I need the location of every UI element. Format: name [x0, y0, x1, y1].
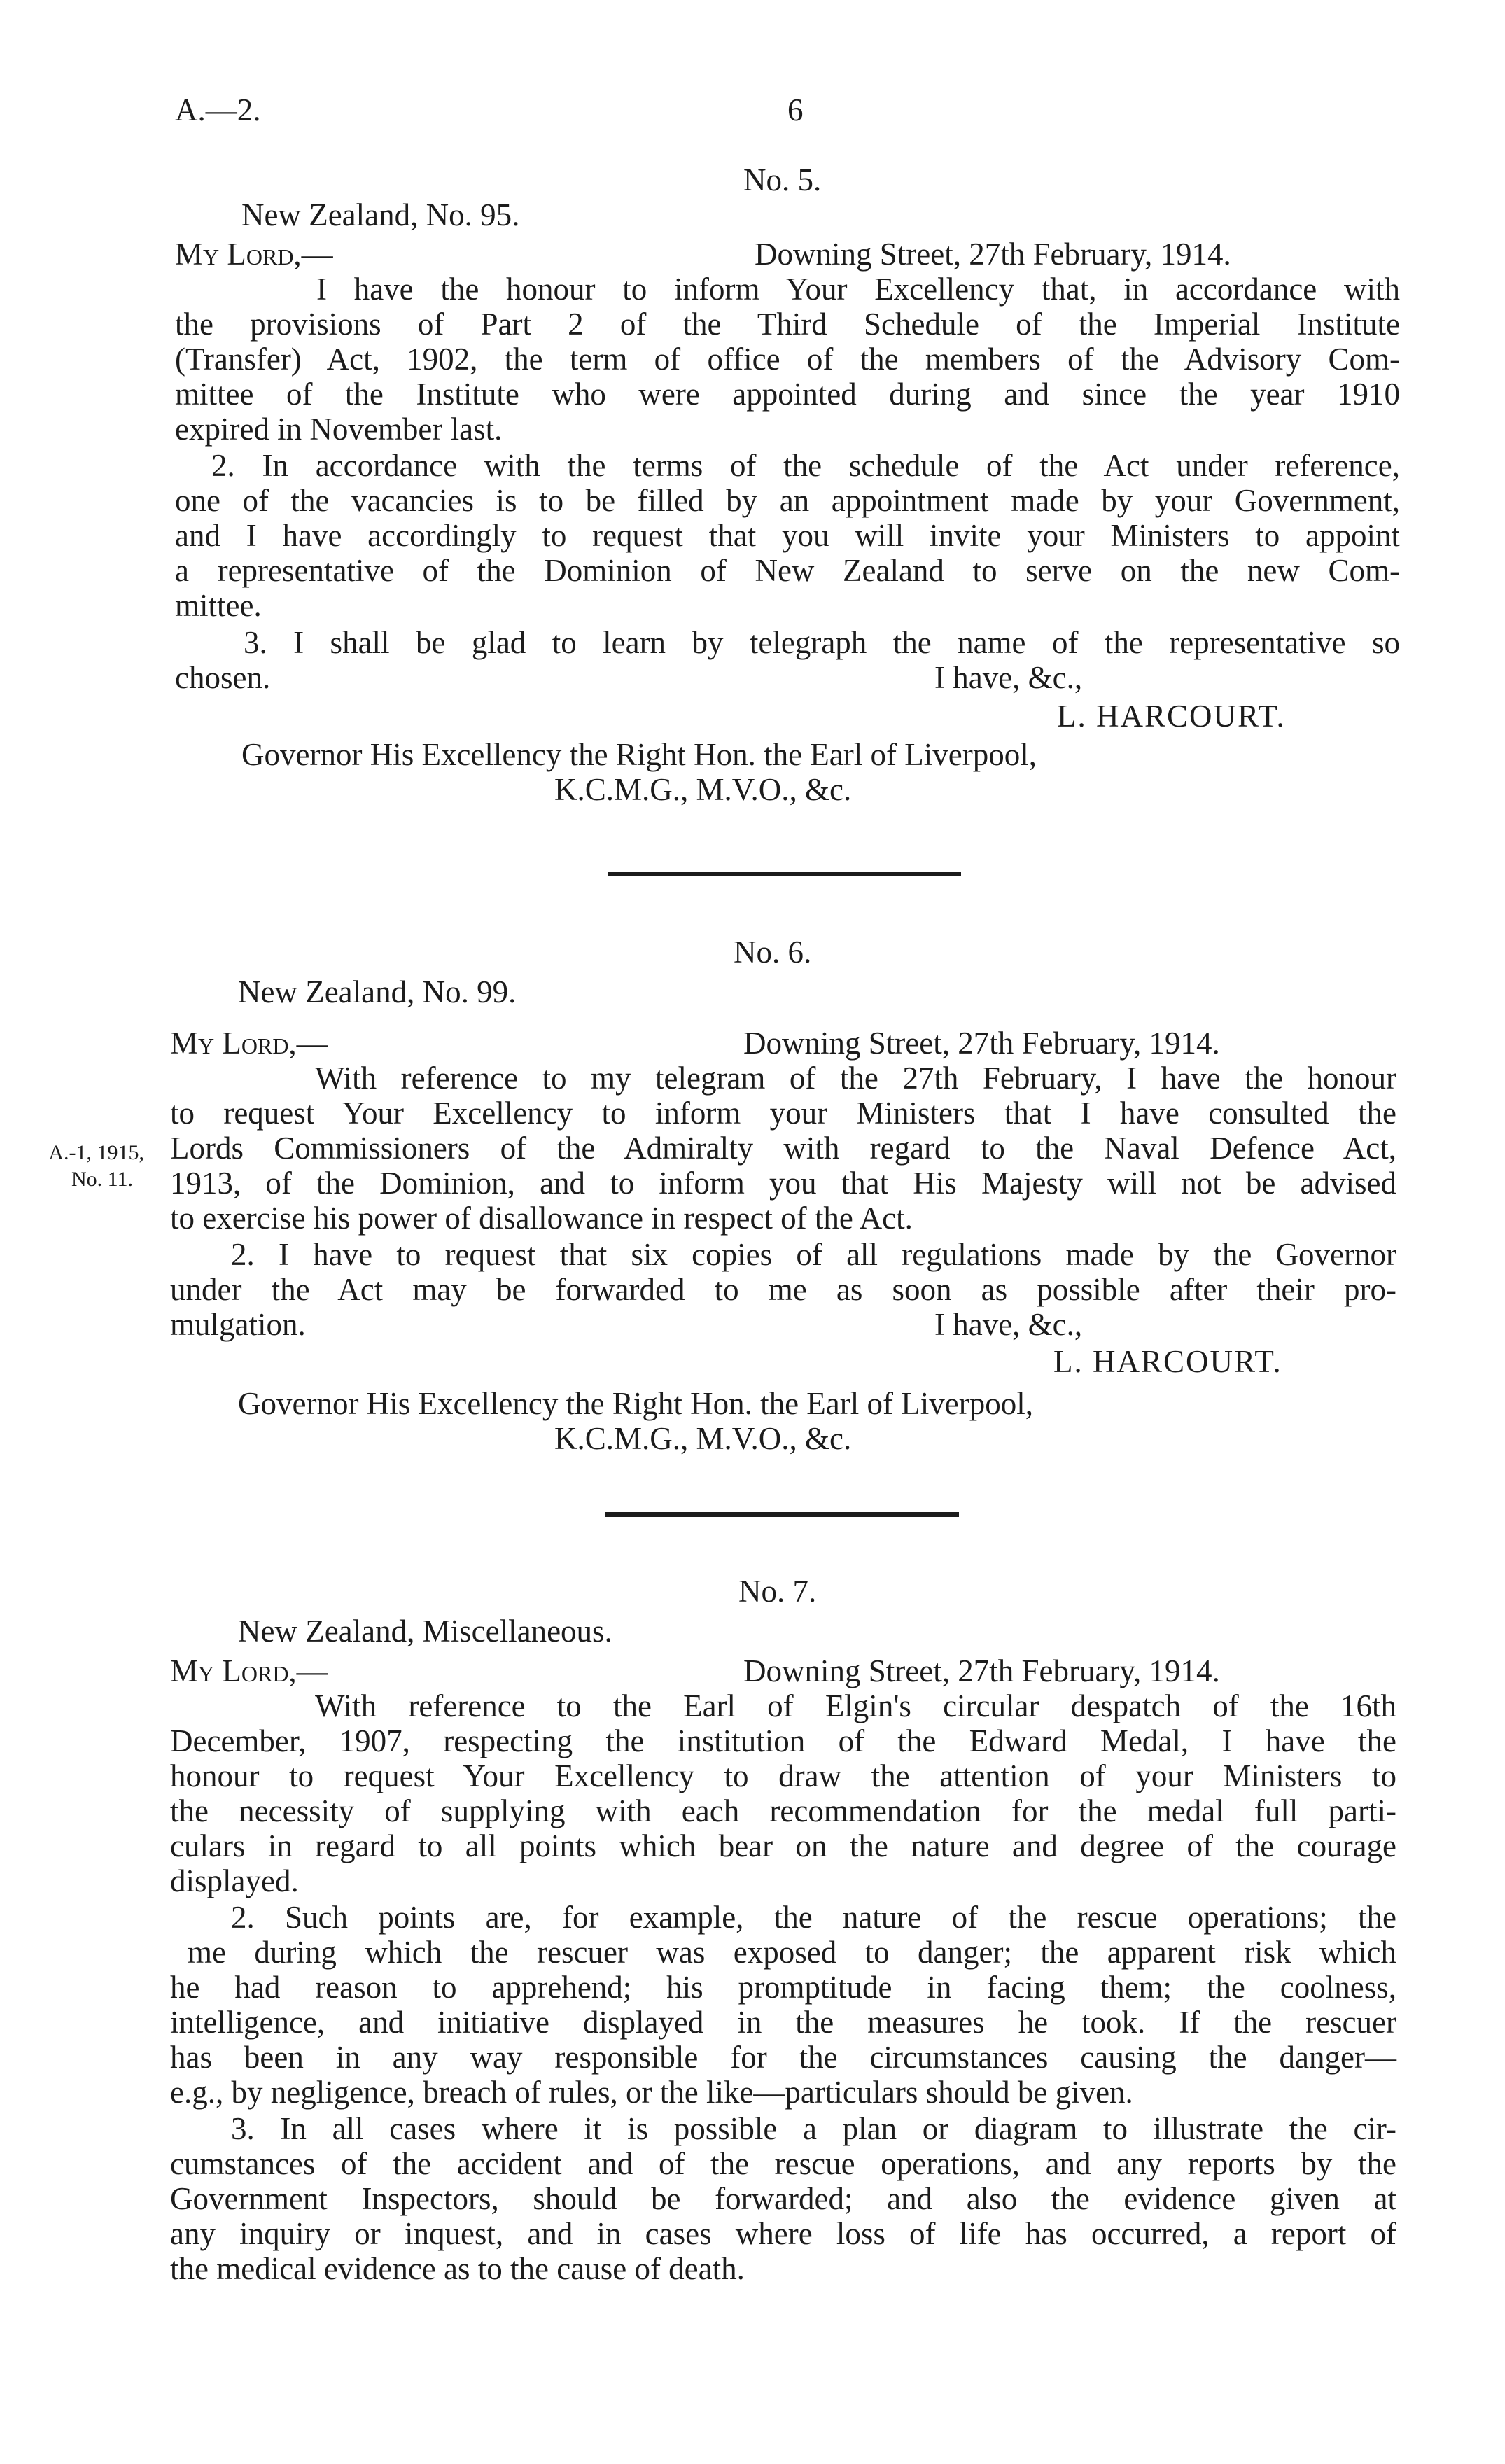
address-date: Downing Street, 27th February, 1914. [743, 1653, 1220, 1688]
closing: I have, &c., [934, 660, 1083, 695]
body-line: 1913, of the Dominion, and to inform you that His Majesty will not be advised [170, 1166, 1396, 1200]
letter-reference: New Zealand, Miscellaneous. [238, 1614, 612, 1648]
body-line: (Transfer) Act, 1902, the term of office of the members of the Advisory Com- [175, 342, 1400, 377]
body-line: chosen. [175, 660, 271, 695]
salutation: My Lord,— [175, 237, 333, 272]
body-line: mittee. [175, 588, 262, 623]
body-line: displayed. [170, 1863, 299, 1898]
body-line: to exercise his power of disallowance in respect of the Act. [170, 1200, 913, 1236]
body-line: December, 1907, respecting the institution of the Edward Medal, I have the [170, 1723, 1396, 1758]
page-number: 6 [788, 92, 804, 127]
signature: L. HARCOURT. [1057, 699, 1286, 734]
body-line: 2. Such points are, for example, the nature of the rescue operations; the [231, 1900, 1396, 1935]
signature: L. HARCOURT. [1054, 1344, 1282, 1379]
body-line: honour to request Your Excellency to draw the attention of your Ministers to [170, 1758, 1396, 1793]
salutation: My Lord,— [170, 1026, 328, 1060]
addressee-honours: K.C.M.G., M.V.O., &c. [554, 772, 852, 807]
body-line: has been in any way responsible for the circumstances causing the danger— [170, 2040, 1396, 2075]
body-line: mittee of the Institute who were appointed during and since the year 1910 [175, 377, 1400, 412]
addressee-honours: K.C.M.G., M.V.O., &c. [554, 1421, 852, 1456]
letter-number: No. 7. [738, 1574, 817, 1609]
body-line: Government Inspectors, should be forwarded; and also the evidence given at [170, 2181, 1396, 2216]
letter-number: No. 6. [734, 934, 812, 969]
body-line: the provisions of Part 2 of the Third Schedule of the Imperial Institute [175, 307, 1400, 342]
address-date: Downing Street, 27th February, 1914. [743, 1026, 1220, 1060]
body-line: under the Act may be forwarded to me as soon as possible after their pro- [170, 1272, 1396, 1307]
letter-reference: New Zealand, No. 99. [238, 974, 517, 1009]
body-line: a representative of the Dominion of New Zealand to serve on the new Com- [175, 553, 1400, 588]
section-divider [606, 1512, 959, 1517]
addressee: Governor His Excellency the Right Hon. the Earl of Liverpool, [238, 1386, 1033, 1421]
body-line: any inquiry or inquest, and in cases where loss of life has occurred, a report of [170, 2216, 1396, 2251]
header-reference: A.—2. [175, 92, 261, 127]
closing: I have, &c., [934, 1307, 1083, 1342]
section-divider [608, 872, 961, 876]
body-line: one of the vacancies is to be filled by an appointment made by your Government, [175, 483, 1400, 518]
body-line: to request Your Excellency to inform your Ministers that I have consulted the [170, 1096, 1396, 1130]
salutation: My Lord,— [170, 1653, 328, 1688]
body-line: 2. In accordance with the terms of the schedule of the Act under reference, [211, 448, 1400, 483]
address-date: Downing Street, 27th February, 1914. [755, 237, 1231, 272]
body-line: he had reason to apprehend; his promptitude in facing them; the coolness, [170, 1970, 1396, 2005]
letter-number: No. 5. [743, 162, 822, 197]
body-line: With reference to my telegram of the 27th February, I have the honour [315, 1060, 1396, 1096]
body-line: cumstances of the accident and of the rescue operations, and any reports by the [170, 2146, 1396, 2181]
letter-reference: New Zealand, No. 95. [241, 197, 520, 232]
body-line: e.g., by negligence, breach of rules, or the like—particulars should be given. [170, 2075, 1133, 2110]
body-line: 3. I shall be glad to learn by telegraph the name of the representative so [244, 625, 1400, 660]
body-line: 2. I have to request that six copies of all regulations made by the Governor [231, 1237, 1396, 1272]
body-line: 3. In all cases where it is possible a plan or diagram to illustrate the cir- [231, 2111, 1396, 2146]
body-line: expired in November last. [175, 412, 503, 447]
body-line: and I have accordingly to request that you will invite your Ministers to appoint [175, 518, 1400, 553]
body-line: intelligence, and initiative displayed in the measures he took. If the rescuer [170, 2005, 1396, 2040]
body-line: I have the honour to inform Your Excellency that, in accordance with [316, 272, 1400, 307]
body-line: mulgation. [170, 1307, 306, 1342]
margin-note: A.-1, 1915, [48, 1141, 144, 1164]
body-line: the medical evidence as to the cause of death. [170, 2251, 745, 2286]
body-line: me during which the rescuer was exposed to danger; the apparent risk which [188, 1935, 1396, 1970]
margin-note: No. 11. [71, 1168, 133, 1191]
addressee: Governor His Excellency the Right Hon. the Earl of Liverpool, [241, 737, 1037, 772]
body-line: culars in regard to all points which bear on the nature and degree of the courage [170, 1828, 1396, 1863]
body-line: With reference to the Earl of Elgin's circular despatch of the 16th [315, 1688, 1396, 1723]
body-line: Lords Commissioners of the Admiralty with regard to the Naval Defence Act, [170, 1130, 1396, 1166]
body-line: the necessity of supplying with each recommendation for the medal full parti- [170, 1793, 1396, 1828]
